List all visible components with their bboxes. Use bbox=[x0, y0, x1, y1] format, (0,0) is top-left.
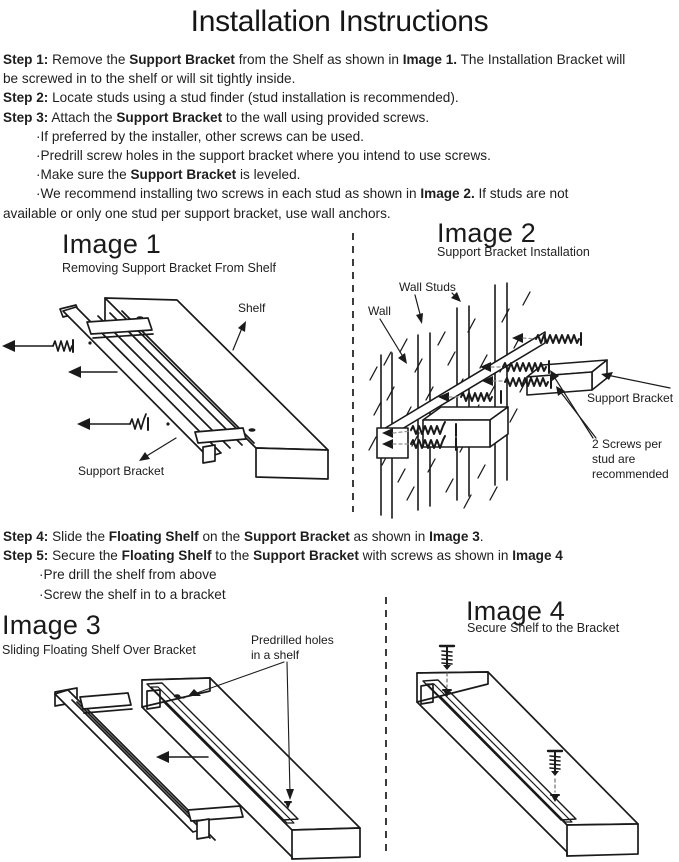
page-title: Installation Instructions bbox=[190, 5, 489, 38]
slide-arrow bbox=[156, 751, 208, 763]
body-text: ·We recommend installing two screws in each stud as shown in bbox=[36, 186, 421, 202]
screws-note-line2: stud are bbox=[592, 452, 636, 466]
instructions-steps-1-3 bbox=[3, 50, 679, 223]
body-text: to the wall using provided screws. bbox=[222, 109, 430, 125]
emphasis-text: Step 2: bbox=[3, 90, 49, 106]
body-text: on the bbox=[198, 529, 245, 544]
bracket-right-arm bbox=[527, 360, 607, 395]
image4-subtitle: Secure Shelf to the Bracket bbox=[467, 621, 620, 635]
body-text: Slide the bbox=[48, 529, 109, 544]
predrilled-hole bbox=[174, 694, 180, 698]
screw-icon bbox=[53, 341, 72, 351]
body-text: as shown in bbox=[349, 529, 430, 544]
emphasis-text: Support Bracket bbox=[116, 109, 223, 125]
emphasis-text: Step 3: bbox=[3, 109, 49, 125]
emphasis-text: Support Bracket bbox=[244, 529, 350, 544]
wall-label: Wall bbox=[368, 304, 391, 318]
body-text: from the Shelf as shown in bbox=[234, 52, 403, 67]
emphasis-text: Floating Shelf bbox=[108, 529, 199, 544]
image1-subtitle: Removing Support Bracket From Shelf bbox=[62, 261, 276, 275]
support-bracket-label: Support Bracket bbox=[587, 391, 674, 405]
instructions-steps-4-5 bbox=[3, 527, 679, 604]
emphasis-text: Image 3 bbox=[429, 529, 480, 544]
instruction-line bbox=[3, 565, 679, 584]
instruction-line bbox=[3, 50, 679, 69]
emphasis-text: Image 2. bbox=[420, 186, 475, 202]
floating-shelf-drawing bbox=[417, 672, 638, 856]
body-text: The Installation Bracket will bbox=[457, 52, 626, 67]
emphasis-text: Support Bracket bbox=[253, 548, 359, 564]
instruction-line bbox=[3, 88, 679, 107]
image1-title: Image 1 bbox=[62, 229, 161, 259]
emphasis-text: Floating Shelf bbox=[121, 548, 212, 564]
instruction-line bbox=[3, 127, 679, 146]
image4-diagram bbox=[390, 640, 679, 862]
predrilled-holes-label-line1: Predrilled holes bbox=[251, 633, 334, 647]
body-text: ·Predrill screw holes in the support bracket where you intend to use screws. bbox=[36, 148, 491, 164]
instruction-line bbox=[3, 546, 679, 565]
instruction-line bbox=[3, 146, 679, 165]
instruction-line bbox=[3, 585, 679, 604]
removal-arrows bbox=[2, 340, 148, 430]
body-text: be screwed in to the shelf or will sit tightly inside. bbox=[3, 71, 296, 87]
vertical-dashed-divider-bottom bbox=[385, 597, 387, 857]
predrilled-holes-label-line2: in a shelf bbox=[251, 648, 300, 662]
image3-subtitle: Sliding Floating Shelf Over Bracket bbox=[2, 643, 196, 657]
body-text: ·Screw the shelf in to a bracket bbox=[39, 586, 226, 602]
body-text: to the bbox=[211, 548, 254, 564]
body-text: with screws as shown in bbox=[358, 548, 513, 564]
body-text: ·Pre drill the shelf from above bbox=[39, 567, 217, 583]
wall-studs-label: Wall Studs bbox=[399, 280, 456, 294]
image3-diagram bbox=[0, 628, 380, 862]
image1-diagram bbox=[0, 278, 355, 523]
screw-icon bbox=[130, 414, 146, 429]
body-text: If studs are not bbox=[474, 186, 569, 202]
image2-subtitle: Support Bracket Installation bbox=[437, 245, 590, 259]
body-text: is leveled. bbox=[236, 167, 301, 183]
body-text: . bbox=[479, 529, 484, 544]
shelf-label: Shelf bbox=[238, 301, 266, 315]
emphasis-text: Support Bracket bbox=[129, 52, 235, 67]
instruction-line bbox=[3, 108, 679, 127]
image4-title: Image 4 bbox=[466, 596, 565, 626]
support-bracket-label: Support Bracket bbox=[78, 464, 165, 478]
emphasis-text: Step 5: bbox=[3, 548, 49, 564]
emphasis-text: Step 1: bbox=[3, 52, 49, 67]
body-text: available or only one stud per support bracket, use wall anchors. bbox=[3, 205, 391, 221]
body-text: Attach the bbox=[48, 109, 117, 125]
screws-note-line1: 2 Screws per bbox=[592, 437, 663, 451]
screw-icon bbox=[461, 393, 492, 401]
image3-title: Image 3 bbox=[2, 610, 101, 640]
emphasis-text: Image 4 bbox=[512, 548, 563, 564]
emphasis-text: Support Bracket bbox=[130, 167, 237, 183]
emphasis-text: Step 4: bbox=[3, 529, 49, 544]
shelf-hole bbox=[249, 428, 256, 432]
instruction-line bbox=[3, 527, 679, 546]
floating-shelf-drawing bbox=[142, 678, 360, 859]
instruction-line bbox=[3, 184, 679, 203]
body-text: Locate studs using a stud finder (stud installation is recommended). bbox=[48, 90, 459, 106]
image2-diagram bbox=[360, 260, 679, 520]
emphasis-text: Image 1. bbox=[402, 52, 458, 67]
body-text: Remove the bbox=[48, 52, 130, 67]
instruction-line bbox=[3, 204, 679, 223]
instruction-line bbox=[3, 69, 679, 88]
instruction-line bbox=[3, 165, 679, 184]
image2-title: Image 2 bbox=[437, 218, 536, 248]
body-text: ·Make sure the bbox=[36, 167, 131, 183]
body-text: Secure the bbox=[48, 548, 122, 564]
screws-note-line3: recommended bbox=[592, 467, 669, 481]
body-text: ·If preferred by the installer, other screws can be used. bbox=[36, 128, 364, 144]
